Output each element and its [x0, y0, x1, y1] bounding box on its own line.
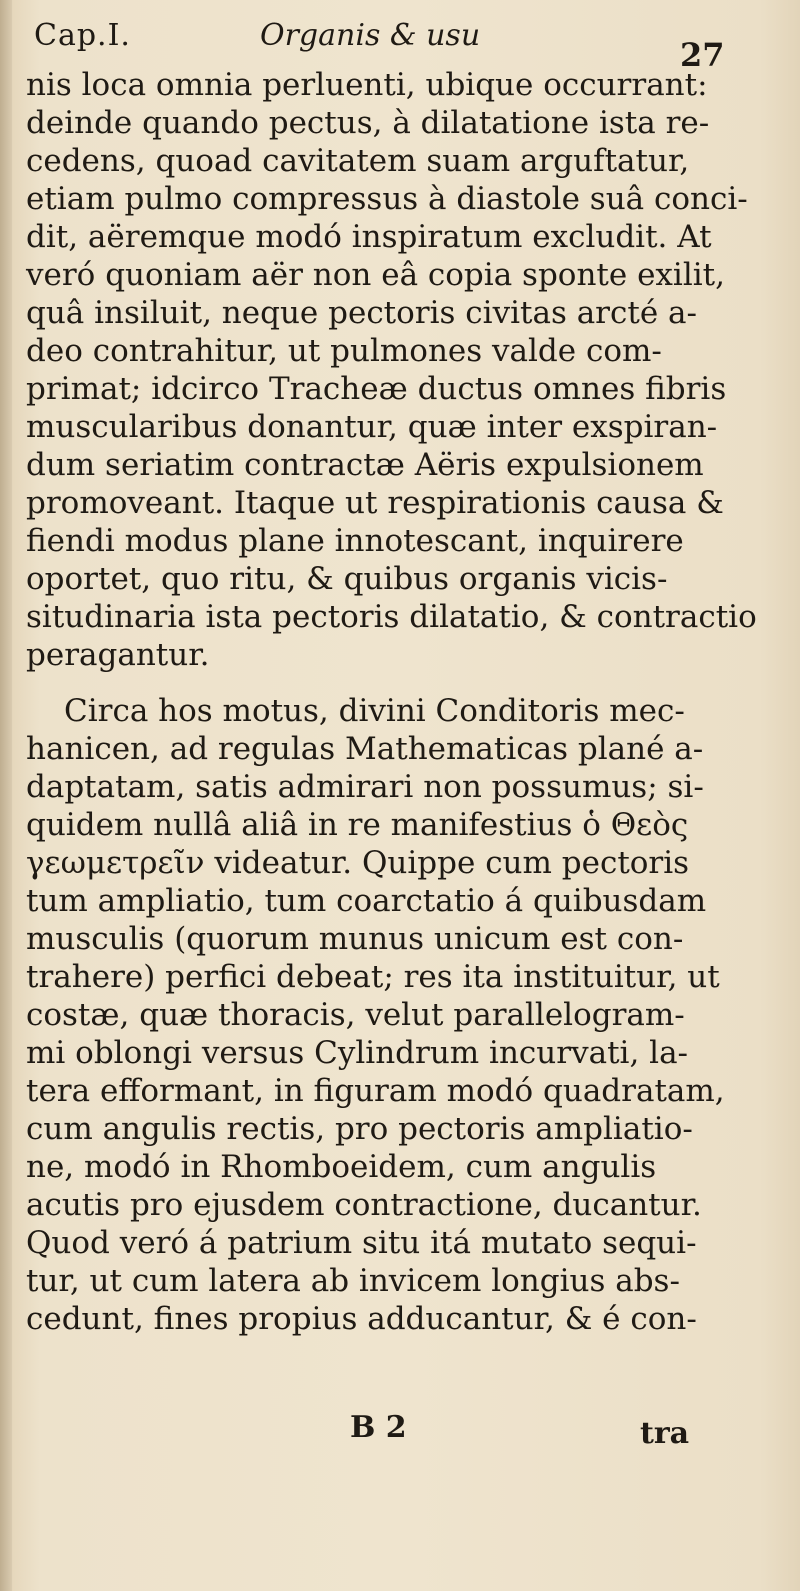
running-title: Organis & usu	[260, 18, 481, 53]
signature-mark: B 2	[350, 1410, 407, 1445]
text-line: cum angulis rectis, pro pectoris ampliatio-	[26, 1111, 693, 1147]
text-line: tur, ut cum latera ab invicem longius abs-	[26, 1263, 680, 1299]
text-line: tera efformant, in figuram modó quadratam,	[26, 1073, 725, 1109]
text-line: peragantur.	[26, 637, 210, 673]
text-line: oportet, quo ritu, & quibus organis vicis-	[26, 561, 668, 597]
text-line: muscularibus donantur, quæ inter exspiran-	[26, 409, 718, 445]
text-line: primat; idcirco Tracheæ ductus omnes fibris	[26, 371, 727, 407]
text-line: Circa hos motus, divini Conditoris mec-	[64, 693, 685, 729]
text-line: fiendi modus plane innotescant, inquirere	[26, 523, 684, 559]
text-line: cedens, quoad cavitatem suam arguftatur,	[26, 143, 690, 179]
text-line: Quod veró á patrium situ itá mutato sequi-	[26, 1225, 697, 1261]
text-line: hanicen, ad regulas Mathematicas plané a-	[26, 731, 704, 767]
text-line: cedunt, fines propius adducantur, & é con-	[26, 1301, 697, 1337]
text-line: etiam pulmo compressus à diastole suâ conci-	[26, 181, 748, 217]
text-line: deo contrahitur, ut pulmones valde com-	[26, 333, 662, 369]
text-line: quidem nullâ aliâ in re manifestius ὁ Θεὸς	[26, 807, 689, 843]
text-line: nis loca omnia perluenti, ubique occurrant:	[26, 67, 708, 103]
text-line: γεωμετρεῖν videatur. Quippe cum pectoris	[26, 845, 690, 881]
running-header	[34, 10, 734, 74]
text-line: veró quoniam aër non eâ copia sponte exilit,	[26, 257, 725, 293]
page-number: 27	[680, 36, 725, 74]
text-line: ne, modó in Rhomboeidem, cum angulis	[26, 1149, 657, 1185]
text-line: quâ insiluit, neque pectoris civitas arcté a-	[26, 295, 697, 331]
binding-gutter	[0, 0, 12, 1591]
text-line: acutis pro ejusdem contractione, ducantur.	[26, 1187, 702, 1223]
paragraph-gap	[26, 674, 746, 692]
text-line: dit, aëremque modó inspiratum excludit. At	[26, 219, 712, 255]
text-line: deinde quando pectus, à dilatatione ista re-	[26, 105, 710, 141]
text-line: costæ, quæ thoracis, velut parallelogram-	[26, 997, 685, 1033]
page-footer	[350, 1410, 730, 1454]
text-line: dum seriatim contractæ Aëris expulsionem	[26, 447, 704, 483]
text-line: tum ampliatio, tum coarctatio á quibusdam	[26, 883, 707, 919]
catchword: tra	[640, 1416, 690, 1451]
text-line: situdinaria ista pectoris dilatatio, & contractio	[26, 599, 757, 635]
text-line: mi oblongi versus Cylindrum incurvati, la-	[26, 1035, 689, 1071]
body-text	[26, 66, 757, 1338]
text-line: musculis (quorum munus unicum est con-	[26, 921, 684, 957]
text-line: daptatam, satis admirari non possumus; si-	[26, 769, 704, 805]
chapter-label: Cap.I.	[34, 18, 131, 53]
text-line: trahere) perfici debeat; res ita instituitur, ut	[26, 959, 720, 995]
text-line: promoveant. Itaque ut respirationis causa &	[26, 485, 724, 521]
